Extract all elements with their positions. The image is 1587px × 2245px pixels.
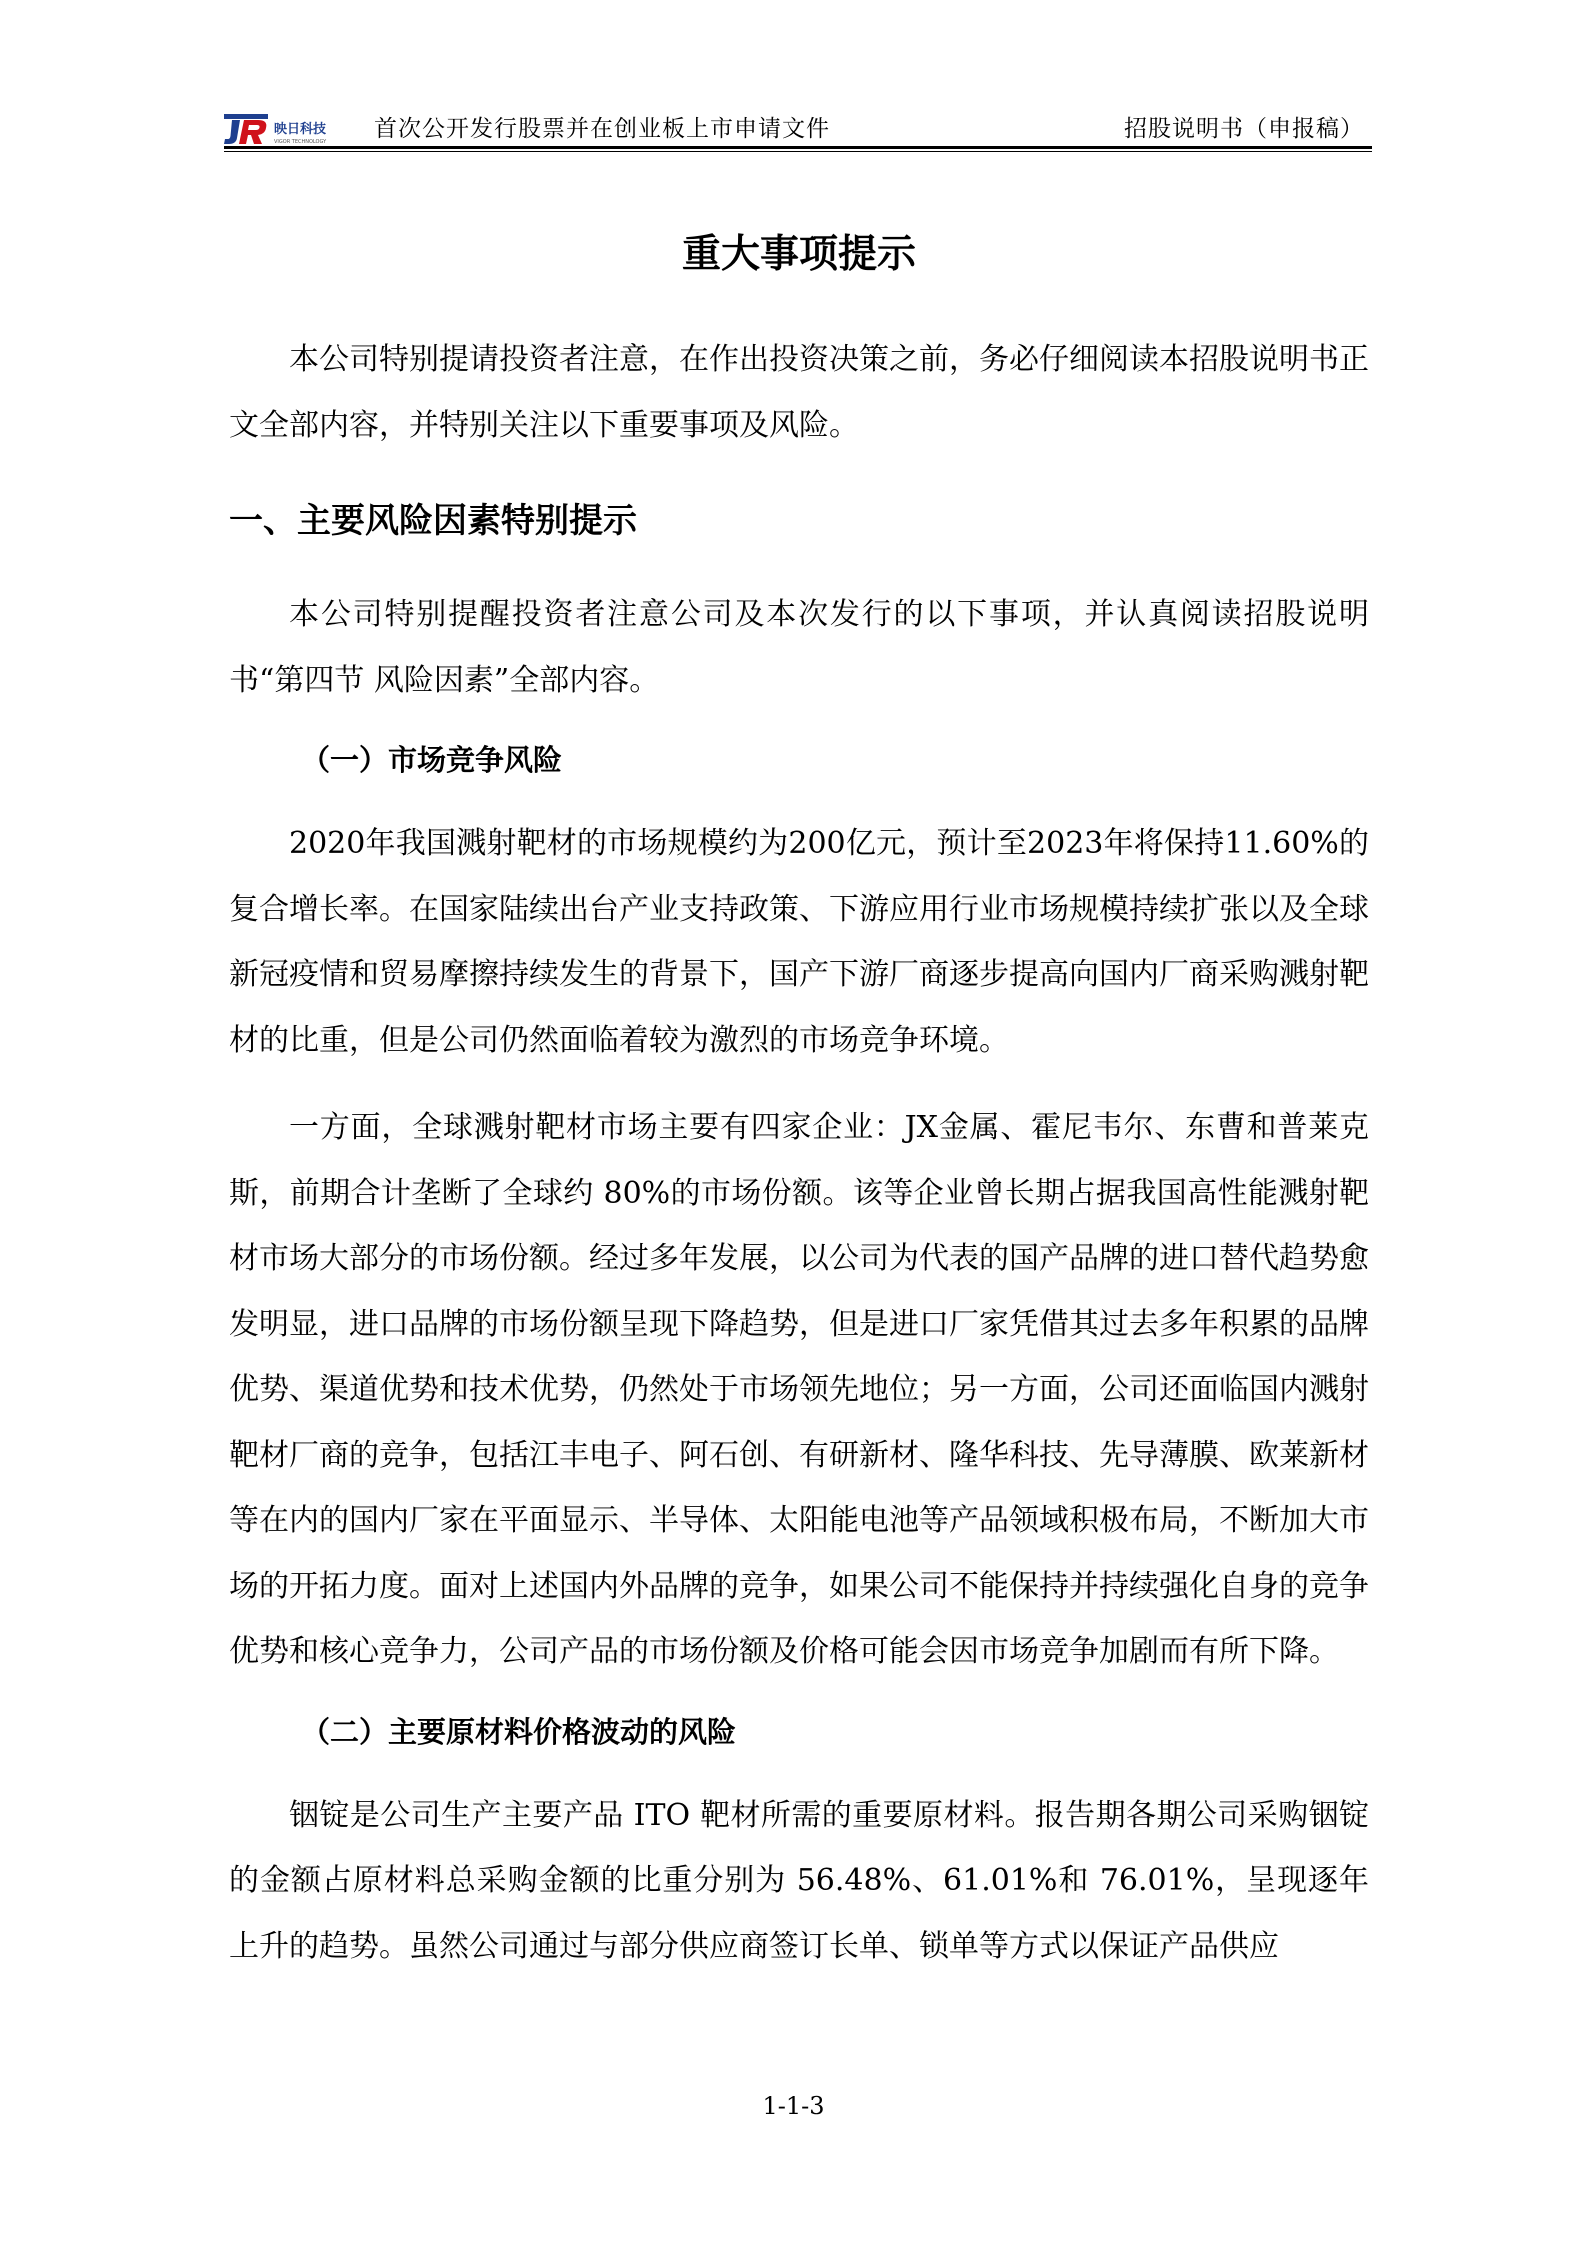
header-divider-thick: [224, 146, 1372, 149]
page-content: [229, 225, 1369, 2001]
logo-english-text: VIGOR TECHNOLOGY: [274, 139, 327, 145]
header-document-type: 招股说明书（申报稿）: [1124, 116, 1364, 142]
market-competition-paragraph-2: 一方面，全球溅射靶材市场主要有四家企业：JX金属、霍尼韦尔、东曹和普莱克斯，前期合计垄断了全球约 80%的市场份额。该等企业曾长期占据我国高性能溅射靶材市场大部分的市场份额。经过多年发展，以公司为代表的国产品牌的进口替代趋势愈发明显，进口品牌的市场份额呈现下降趋势，但是进口厂家凭借其过去多年积累的品牌优势、渠道优势和技术优势，仍然处于市场领先地位；另一方面，公司还面临国内溅射靶材厂商的竞争，包括江丰电子、阿石创、有研新材、隆华科技、先导薄膜、欧莱新材等在内的国内厂家在平面显示、半导体、太阳能电池等产品领域积极布局，不断加大市场的开拓力度。面对上述国内外品牌的竞争，如果公司不能保持并持续强化自身的竞争优势和核心竞争力，公司产品的市场份额及价格可能会因市场竞争加剧而有所下降。: [229, 1110, 1369, 1669]
market-competition-paragraph-1: 2020年我国溅射靶材的市场规模约为200亿元，预计至2023年将保持11.60%的复合增长率。在国家陆续出台产业支持政策、下游应用行业市场规模持续扩张以及全球新冠疫情和贸易摩擦持续发生的背景下，国产下游厂商逐步提高向国内厂商采购溅射靶材的比重，但是公司仍然面临着较为激烈的市场竞争环境。: [229, 826, 1369, 1058]
header-document-title: 首次公开发行股票并在创业板上市申请文件: [374, 116, 830, 142]
section-intro-paragraph: 本公司特别提醒投资者注意公司及本次发行的以下事项，并认真阅读招股说明书“第四节 风险因素”全部内容。: [229, 597, 1369, 698]
header-divider-thin: [224, 151, 1372, 152]
jr-logo-mark: [224, 112, 342, 148]
page-header: [224, 104, 1372, 148]
subsection-heading-market-competition: （一）市场竞争风险: [301, 743, 563, 777]
page-title: 重大事项提示: [681, 232, 916, 277]
section-heading-risk-factors: 一、主要风险因素特别提示: [229, 501, 637, 541]
logo-company-text: 映日科技: [274, 122, 327, 137]
page-number: 1-1-3: [762, 2092, 825, 2120]
company-logo: [224, 112, 342, 148]
raw-material-paragraph-1: 铟锭是公司生产主要产品 ITO 靶材所需的重要原材料。报告期各期公司采购铟锭的金额占原材料总采购金额的比重分别为 56.48%、61.01%和 76.01%，呈现逐年上升的趋势。虽然公司通过与部分供应商签订长单、锁单等方式以保证产品供应: [229, 1797, 1369, 1964]
subsection-heading-raw-material-price: （二）主要原材料价格波动的风险: [301, 1714, 737, 1749]
intro-paragraph: 本公司特别提请投资者注意，在作出投资决策之前，务必仔细阅读本招股说明书正文全部内容，并特别关注以下重要事项及风险。: [229, 342, 1369, 443]
